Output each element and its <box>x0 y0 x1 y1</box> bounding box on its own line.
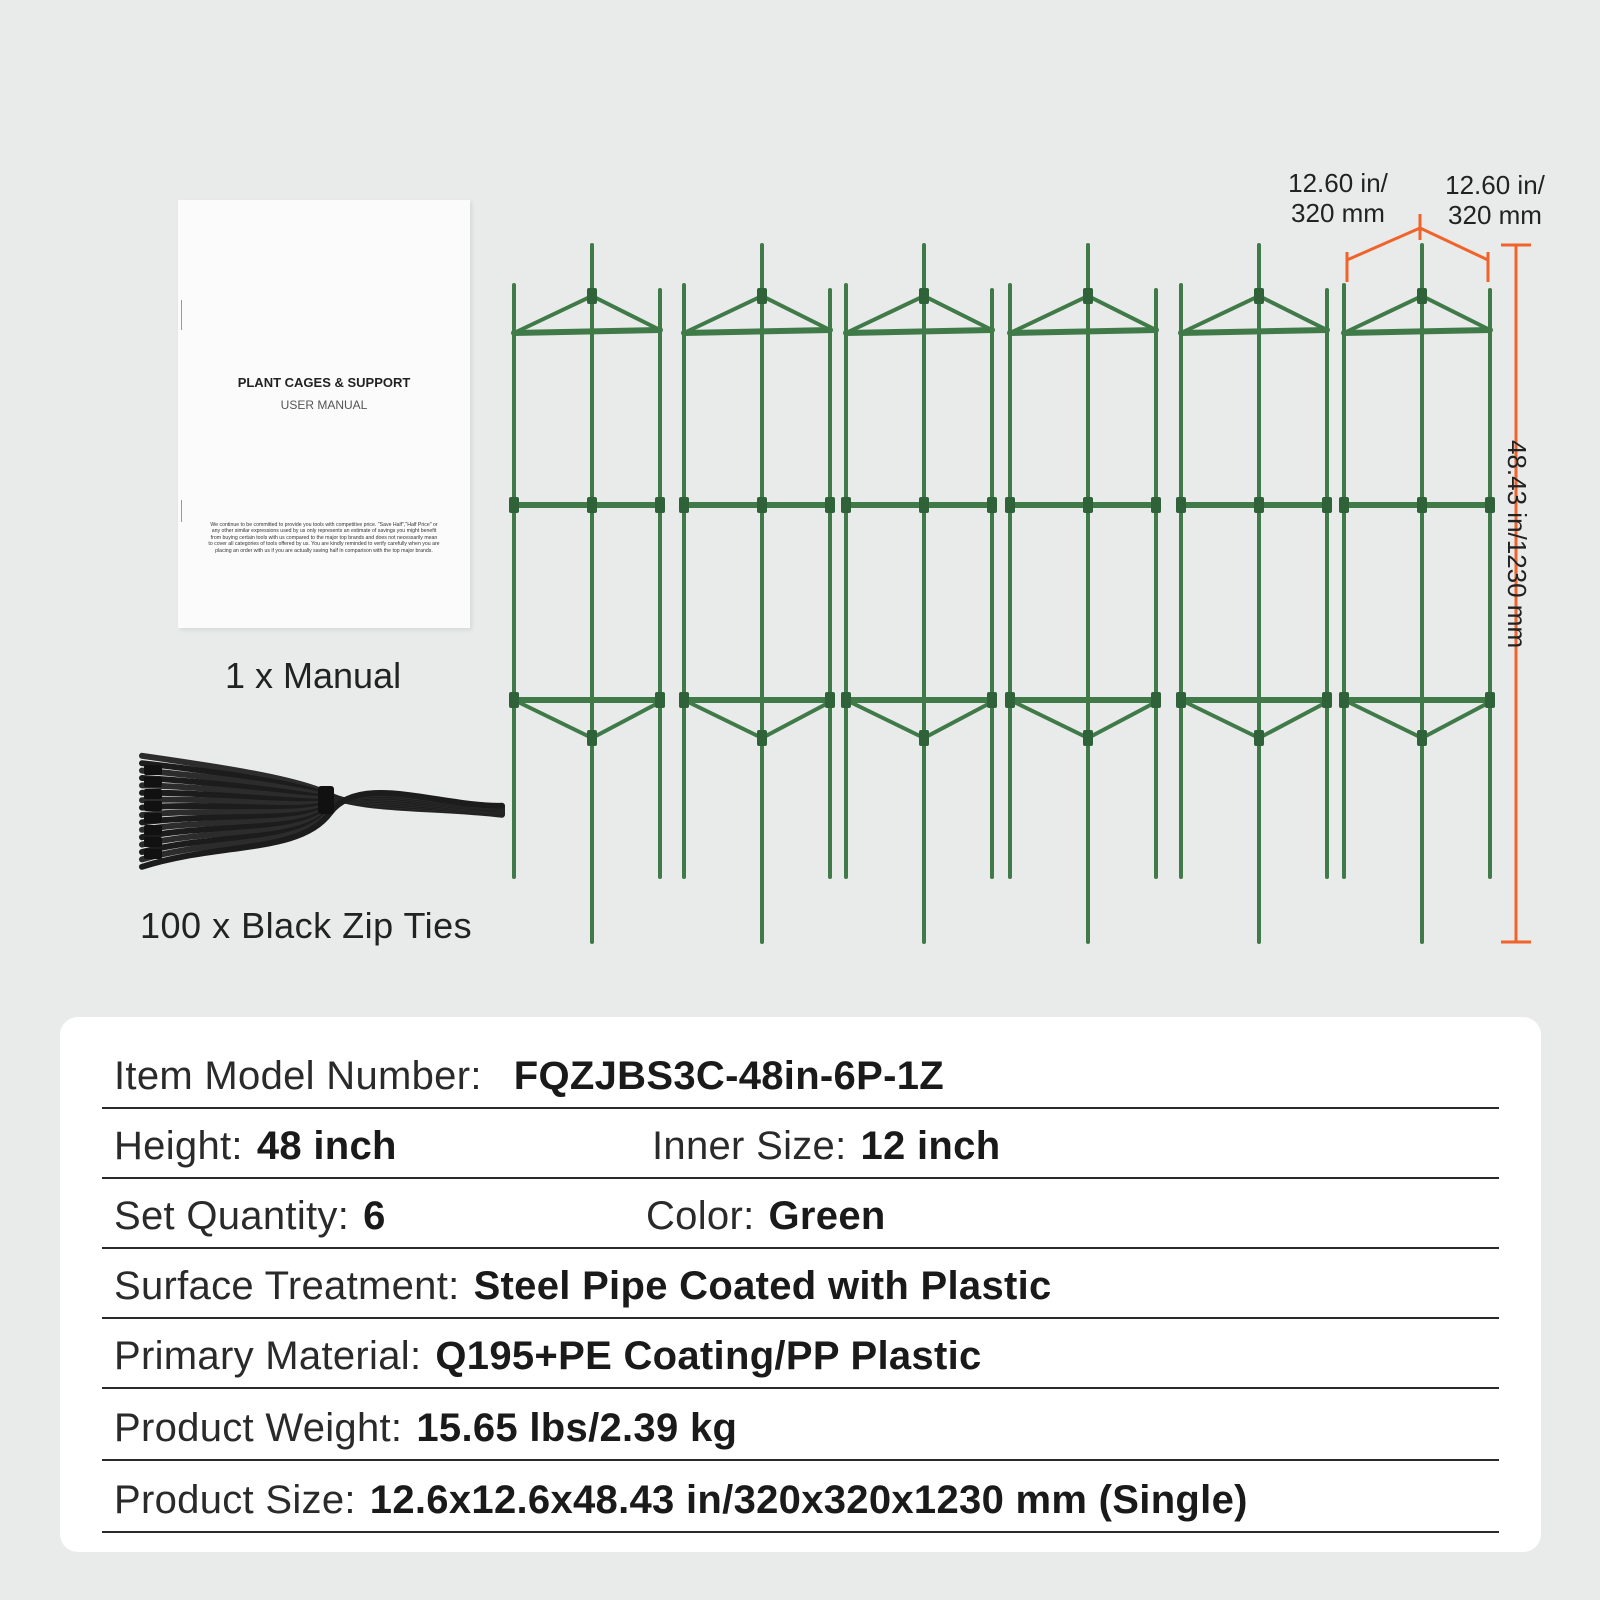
spec-label: Set Quantity: <box>114 1194 350 1238</box>
spec-row-quantity <box>102 1177 1499 1249</box>
spec-value: 6 <box>363 1194 386 1238</box>
spec-row-weight <box>102 1389 1499 1461</box>
plant-cage-icon <box>1176 245 1332 942</box>
spec-table <box>60 1017 1541 1552</box>
spec-value: Green <box>768 1194 886 1238</box>
plant-cage-icon <box>1005 245 1161 942</box>
spec-row-size <box>102 1461 1499 1533</box>
spec-product-weight <box>114 1406 737 1451</box>
width-dimension-label-1 <box>1268 168 1408 228</box>
manual-caption: 1 x Manual <box>225 655 402 696</box>
spec-value: 12.6x12.6x48.43 in/320x320x1230 mm (Single) <box>369 1478 1248 1522</box>
spec-label: Height: <box>114 1124 243 1168</box>
plant-cage-icon <box>1339 245 1495 942</box>
spec-value: Steel Pipe Coated with Plastic <box>473 1264 1052 1308</box>
spec-row-material <box>102 1317 1499 1389</box>
height-dimension-label: 48.43 in/1230 mm <box>1502 440 1532 649</box>
zip-ties-bundle-icon <box>142 756 502 867</box>
plant-cage-icon <box>841 245 997 942</box>
width-dimension-label-2 <box>1425 170 1565 230</box>
plant-cage-icon <box>679 245 835 942</box>
plant-cage-icon <box>509 245 665 942</box>
zip-ties-caption: 100 x Black Zip Ties <box>140 905 473 946</box>
spec-value: 15.65 lbs/2.39 kg <box>416 1406 738 1450</box>
manual-title: PLANT CAGES & SUPPORT <box>237 375 411 390</box>
spec-label: Inner Size: <box>652 1124 847 1168</box>
plant-cages-group <box>509 245 1495 942</box>
spec-product-size <box>114 1478 1248 1523</box>
spec-label: Product Weight: <box>114 1406 403 1450</box>
spec-label: Item Model Number: <box>114 1054 482 1098</box>
spec-value: Q195+PE Coating/PP Plastic <box>435 1334 982 1378</box>
spec-label: Color: <box>646 1194 755 1238</box>
spec-value: 48 inch <box>256 1124 397 1168</box>
spec-label: Surface Treatment: <box>114 1264 460 1308</box>
spec-color <box>646 1194 886 1239</box>
manual-fine-print: We continue to be committed to provide you tools with competitive price. "Save Half","Half Price" or any other similar expressions used by us only represents an estimate of savings you might benefit from buying certain tools with us compared to the major top brands and does not necessarily mean to cover all categories of tools offered by us. You are kindly reminded to verify carefully when you are placing an order with us if you are actually saving half in comparison with the top major brands. <box>208 522 440 554</box>
spec-label: Product Size: <box>114 1478 356 1522</box>
spec-row-model <box>102 1037 1499 1109</box>
manual-subtitle: USER MANUAL <box>280 398 368 412</box>
spec-surface-treatment <box>114 1264 1052 1309</box>
spec-height <box>114 1124 397 1169</box>
spec-set-quantity <box>114 1194 386 1239</box>
spec-model <box>114 1054 944 1099</box>
spec-value: 12 inch <box>860 1124 1001 1168</box>
spec-row-surface <box>102 1247 1499 1319</box>
spec-inner-size <box>652 1124 1000 1169</box>
spec-label: Primary Material: <box>114 1334 422 1378</box>
spec-row-height <box>102 1107 1499 1179</box>
spec-value: FQZJBS3C-48in-6P-1Z <box>513 1054 944 1098</box>
width-dimension-text-2: 12.60 in/ 320 mm <box>1445 170 1545 230</box>
width-dimension-text-1: 12.60 in/ 320 mm <box>1288 168 1388 228</box>
spec-primary-material <box>114 1334 982 1379</box>
